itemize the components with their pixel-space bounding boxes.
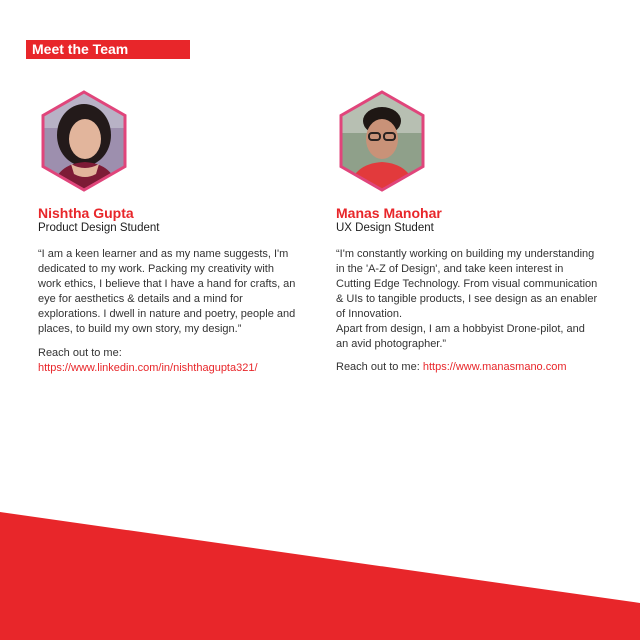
- member-bio: [38, 247, 300, 337]
- member-bio-text-2: Apart from design, I am a hobbyist Drone-pilot, and an avid photographer.”: [336, 323, 585, 350]
- member-bio-text: “I'm constantly working on building my understanding in the 'A-Z of Design', and take keen interest in Cutting Edge Technology. From visual communication & UIs to tangible products, I see design as an enabler of Innovation.: [336, 248, 598, 320]
- section-header-bar: [26, 40, 190, 59]
- member-name: Manas Manohar: [336, 205, 442, 221]
- member-role: Product Design Student: [38, 222, 160, 234]
- member-contact: [38, 346, 258, 376]
- avatar: [336, 88, 428, 194]
- linkedin-link[interactable]: https://www.linkedin.com/in/nishthagupta321/: [38, 362, 258, 374]
- member-contact: [336, 360, 567, 375]
- member-bio: [336, 247, 598, 352]
- member-bio-text: “I am a keen learner and as my name suggests, I'm dedicated to my work. Packing my creativity with work ethics, I believe that I have a hand for crafts, an eye for aesthetics & details and a mind for explorations. I dwell in nature and poetry, people and places, to build my own story, my design.”: [38, 248, 296, 335]
- website-link[interactable]: https://www.manasmano.com: [422, 361, 567, 373]
- contact-label: Reach out to me:: [38, 347, 122, 359]
- avatar: [38, 88, 130, 194]
- member-name: Nishtha Gupta: [38, 205, 134, 221]
- section-title: Meet the Team: [32, 41, 129, 57]
- member-role: UX Design Student: [336, 222, 434, 234]
- contact-label: Reach out to me:: [336, 361, 420, 373]
